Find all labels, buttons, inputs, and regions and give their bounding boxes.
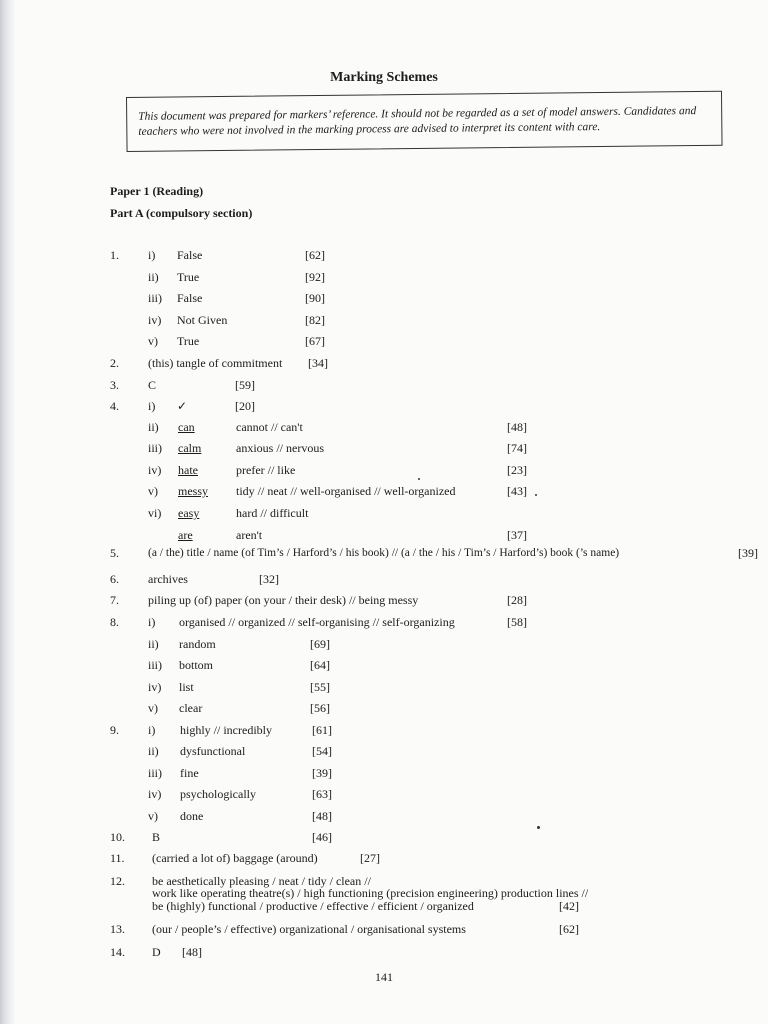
percent: [56] xyxy=(310,701,330,715)
question-number: 9. xyxy=(110,723,119,737)
answer: bottom xyxy=(179,658,214,672)
answer: random xyxy=(179,637,216,651)
answer: Not Given xyxy=(177,313,228,327)
q13-row xyxy=(0,921,768,937)
word: messy xyxy=(178,484,208,498)
answer: fine xyxy=(180,766,199,780)
word: hate xyxy=(178,463,198,477)
question-number: 10. xyxy=(110,830,125,844)
percent: [32] xyxy=(259,572,279,586)
percent: [58] xyxy=(507,615,527,629)
item-label: i) xyxy=(148,615,156,629)
q12-row-3 xyxy=(0,898,768,914)
item-label: vi) xyxy=(148,506,162,520)
q11-row xyxy=(0,850,768,866)
percent: [63] xyxy=(312,787,332,801)
q10-row xyxy=(0,829,768,845)
percent: [43] xyxy=(507,484,527,498)
question-number: 5. xyxy=(110,546,119,560)
answer: C xyxy=(148,378,157,392)
question-number: 13. xyxy=(110,922,125,936)
percent: [37] xyxy=(507,528,527,542)
item-label: v) xyxy=(148,701,158,715)
answer: (our / people’s / effective) organizational / organisational systems xyxy=(152,922,466,936)
answer: (this) tangle of commitment xyxy=(148,356,283,370)
percent: [34] xyxy=(308,356,328,370)
word: calm xyxy=(178,441,202,455)
question-number: 12. xyxy=(110,874,125,888)
item-label: i) xyxy=(148,399,156,413)
scan-speck xyxy=(418,478,420,480)
item-label: iii) xyxy=(148,658,162,672)
percent: [62] xyxy=(305,248,325,262)
q1-row-3 xyxy=(0,290,768,306)
percent: [28] xyxy=(507,593,527,607)
percent: [48] xyxy=(312,809,332,823)
answer: False xyxy=(177,248,203,262)
q3-row xyxy=(0,377,768,393)
q14-row xyxy=(0,944,768,960)
page-number: 141 xyxy=(375,970,393,984)
q9-row-4 xyxy=(0,786,768,802)
answer: True xyxy=(177,270,200,284)
item-label: iv) xyxy=(148,463,162,477)
answer: (carried a lot of) baggage (around) xyxy=(152,851,318,865)
question-number: 2. xyxy=(110,356,119,370)
percent: [39] xyxy=(738,546,758,560)
answer-line: be (highly) functional / productive / effective / efficient / organized xyxy=(152,899,474,913)
answer: (a / the) title / name (of Tim’s / Harford’s / his book) // (a / the / his / Tim’s / Harford’s) book (’s name) xyxy=(148,547,620,559)
item-label: ii) xyxy=(148,637,159,651)
word: easy xyxy=(178,506,200,520)
q7-row xyxy=(0,592,768,608)
answer: organised // organized // self-organising // self-organizing xyxy=(179,615,455,629)
percent: [69] xyxy=(310,637,330,651)
percent: [64] xyxy=(310,658,330,672)
answer-line: work like operating theatre(s) / high functioning (precision engineering) production lines // xyxy=(152,886,589,900)
q4-row-2 xyxy=(0,419,768,435)
question-number: 4. xyxy=(110,399,119,413)
percent: [42] xyxy=(559,899,579,913)
percent: [39] xyxy=(312,766,332,780)
part-heading: Part A (compulsory section) xyxy=(110,206,253,220)
percent: [67] xyxy=(305,334,325,348)
item-label: ii) xyxy=(148,270,159,284)
scan-speck xyxy=(537,826,540,829)
item-label: ii) xyxy=(148,744,159,758)
q1-row-4 xyxy=(0,312,768,328)
notice-box: This document was prepared for markers’ reference. It should not be regarded as a set of model answers. Candidates and teachers who were not involved in the marking process are advised to interpret its content with care. xyxy=(126,91,723,152)
scan-speck xyxy=(535,494,537,496)
question-number: 1. xyxy=(110,248,119,262)
q1-row-5 xyxy=(0,333,768,349)
answer: True xyxy=(177,334,200,348)
percent: [27] xyxy=(360,851,380,865)
percent: [46] xyxy=(312,830,332,844)
answer: False xyxy=(177,291,203,305)
q8-row-5 xyxy=(0,700,768,716)
answer: done xyxy=(180,809,204,823)
question-number: 11. xyxy=(110,851,125,865)
item-label: v) xyxy=(148,809,158,823)
item-label: iv) xyxy=(148,787,162,801)
item-label: v) xyxy=(148,484,158,498)
q8-row-2 xyxy=(0,636,768,652)
q4-row-4 xyxy=(0,462,768,478)
item-label: iv) xyxy=(148,313,162,327)
answer: list xyxy=(179,680,194,694)
item-label: i) xyxy=(148,248,156,262)
q8-row-3 xyxy=(0,657,768,673)
item-label: i) xyxy=(148,723,156,737)
question-number: 8. xyxy=(110,615,119,629)
item-label: v) xyxy=(148,334,158,348)
percent: [23] xyxy=(507,463,527,477)
item-label: iv) xyxy=(148,680,162,694)
answer: anxious // nervous xyxy=(236,441,324,455)
answer: highly // incredibly xyxy=(180,723,272,737)
q4-row-5 xyxy=(0,483,768,499)
q9-row-2 xyxy=(0,743,768,759)
question-number: 3. xyxy=(110,378,119,392)
answer: psychologically xyxy=(180,787,256,801)
q2-row xyxy=(0,355,768,371)
percent: [55] xyxy=(310,680,330,694)
answer: clear xyxy=(179,701,203,715)
answer: tidy // neat // well-organised // well-organized xyxy=(236,484,456,498)
q9-row-1 xyxy=(0,722,768,738)
answer: dysfunctional xyxy=(180,744,246,758)
word: can xyxy=(178,420,195,434)
q1-row-2 xyxy=(0,269,768,285)
answer: aren't xyxy=(236,528,263,542)
q1-row-1 xyxy=(0,247,768,263)
percent: [90] xyxy=(305,291,325,305)
question-number: 14. xyxy=(110,945,125,959)
percent: [61] xyxy=(312,723,332,737)
percent: [82] xyxy=(305,313,325,327)
percent: [74] xyxy=(507,441,527,455)
answer: hard // difficult xyxy=(236,506,309,520)
item-label: iii) xyxy=(148,766,162,780)
answer: B xyxy=(152,830,161,844)
paper-heading: Paper 1 (Reading) xyxy=(110,184,204,198)
percent: [20] xyxy=(235,399,255,413)
item-label: iii) xyxy=(148,291,162,305)
item-label: ii) xyxy=(148,420,159,434)
answer: prefer // like xyxy=(236,463,296,477)
page-title: Marking Schemes xyxy=(330,70,438,85)
q4-row-6 xyxy=(0,505,768,521)
q5-row xyxy=(0,545,768,561)
q6-row xyxy=(0,571,768,587)
percent: [62] xyxy=(559,922,579,936)
check-icon: ✓ xyxy=(177,399,188,413)
percent: [59] xyxy=(235,378,255,392)
q4-row-1 xyxy=(0,398,768,414)
answer-line: be aesthetically pleasing / neat / tidy / clean // xyxy=(152,874,371,888)
answer: D xyxy=(152,945,161,959)
question-number: 7. xyxy=(110,593,119,607)
q9-row-5 xyxy=(0,808,768,824)
word: are xyxy=(178,528,193,542)
q8-row-4 xyxy=(0,679,768,695)
q8-row-1 xyxy=(0,614,768,630)
question-number: 6. xyxy=(110,572,119,586)
item-label: iii) xyxy=(148,441,162,455)
q9-row-3 xyxy=(0,765,768,781)
percent: [48] xyxy=(507,420,527,434)
percent: [92] xyxy=(305,270,325,284)
percent: [54] xyxy=(312,744,332,758)
percent: [48] xyxy=(182,945,202,959)
answer: archives xyxy=(148,572,188,586)
q4-row-7 xyxy=(0,527,768,543)
answer: piling up (of) paper (on your / their desk) // being messy xyxy=(148,593,419,607)
q4-row-3 xyxy=(0,440,768,456)
answer: cannot // can't xyxy=(236,420,303,434)
